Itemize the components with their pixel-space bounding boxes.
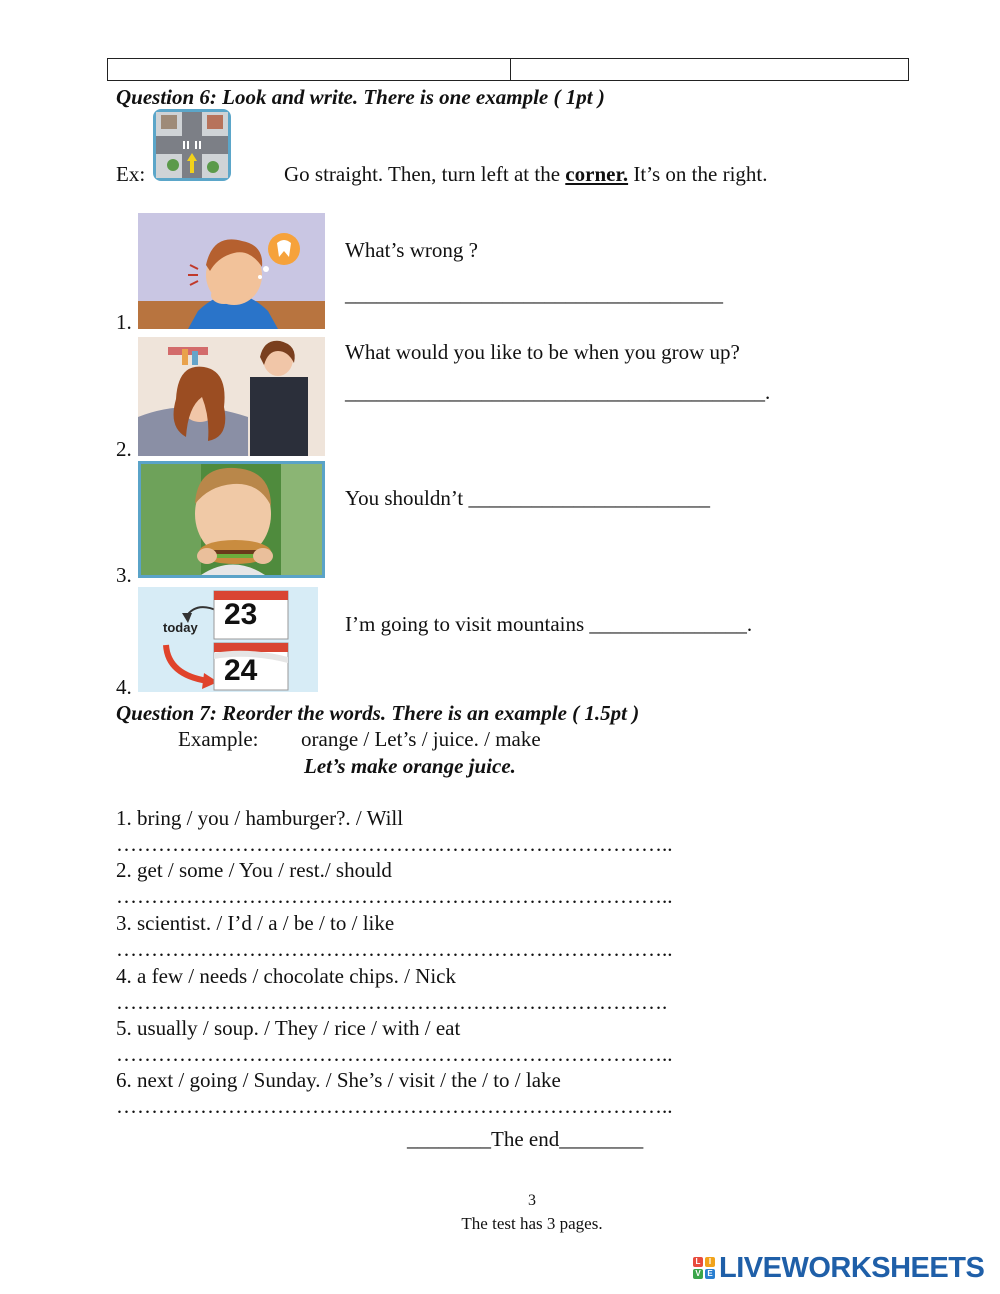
item-3-prompt: You shouldn’t _______________________ — [345, 486, 711, 510]
q7-example-label: Example: — [178, 727, 259, 751]
item-number: 1. — [116, 310, 132, 334]
calendar-today-label: today — [163, 620, 198, 635]
q7-item-words: 6. next / going / Sunday. / She’s / visit / the / to / lake — [116, 1068, 561, 1092]
example-answer: corner. — [565, 162, 629, 186]
liveworksheets-logo[interactable] — [693, 1252, 984, 1284]
q7-item-words: 4. a few / needs / chocolate chips. / Nick — [116, 964, 456, 988]
example-sentence: Go straight. Then, turn left at the corner. It’s on the right. — [284, 162, 768, 186]
page-number: 3 — [528, 1192, 536, 1209]
question-6-title: Question 6: Look and write. There is one example ( 1pt ) — [116, 85, 605, 109]
q7-item-answer-dots[interactable]: …………………………………………………………………….. — [116, 884, 673, 908]
q7-item-words: 2. get / some / You / rest./ should — [116, 858, 392, 882]
question-7-title: Question 7: Reorder the words. There is an example ( 1.5pt ) — [116, 701, 640, 725]
item-number: 3. — [116, 563, 132, 587]
page-count-note: The test has 3 pages. — [461, 1214, 603, 1233]
the-end: ________The end________ — [407, 1127, 644, 1151]
logo-grid-icon: L I V E — [693, 1257, 715, 1279]
header-table-cell — [108, 59, 511, 80]
q7-example-answer: Let’s make orange juice. — [304, 754, 516, 778]
q7-item-words: 3. scientist. / I’d / a / be / to / like — [116, 911, 395, 935]
item-1-answer-line[interactable]: ____________________________________ — [345, 282, 723, 306]
item-2-prompt: What would you like to be when you grow up? — [345, 340, 740, 364]
item-4-prompt: I’m going to visit mountains _______________. — [345, 612, 753, 636]
q7-item-answer-dots[interactable]: …………………………………………………………………….. — [116, 1094, 673, 1118]
item-number: 4. — [116, 675, 132, 699]
logo-text: LIVEWORKSHEETS — [719, 1251, 985, 1284]
q7-item-words: 1. bring / you / hamburger?. / Will — [116, 806, 404, 830]
crossroads-image — [153, 109, 231, 181]
calendar-day-23: 23 — [224, 598, 258, 631]
header-table — [107, 58, 909, 81]
calendar-day-24: 24 — [224, 654, 258, 687]
q7-item-answer-dots[interactable]: ……………………………………………………………………. — [116, 990, 668, 1014]
boy-eating-burger-image — [138, 461, 325, 578]
item-1-prompt: What’s wrong ? — [345, 238, 478, 262]
item-number: 2. — [116, 437, 132, 461]
q7-example-words: orange / Let’s / juice. / make — [301, 727, 541, 751]
hairdresser-image — [138, 337, 325, 456]
item-2-answer-line[interactable]: ________________________________________. — [345, 380, 771, 404]
q7-item-answer-dots[interactable]: …………………………………………………………………….. — [116, 1042, 673, 1066]
q7-item-answer-dots[interactable]: …………………………………………………………………….. — [116, 937, 673, 961]
toothache-image — [138, 213, 325, 329]
q7-item-answer-dots[interactable]: …………………………………………………………………….. — [116, 832, 673, 856]
q7-item-words: 5. usually / soup. / They / rice / with / eat — [116, 1016, 461, 1040]
example-label: Ex: — [116, 162, 146, 186]
